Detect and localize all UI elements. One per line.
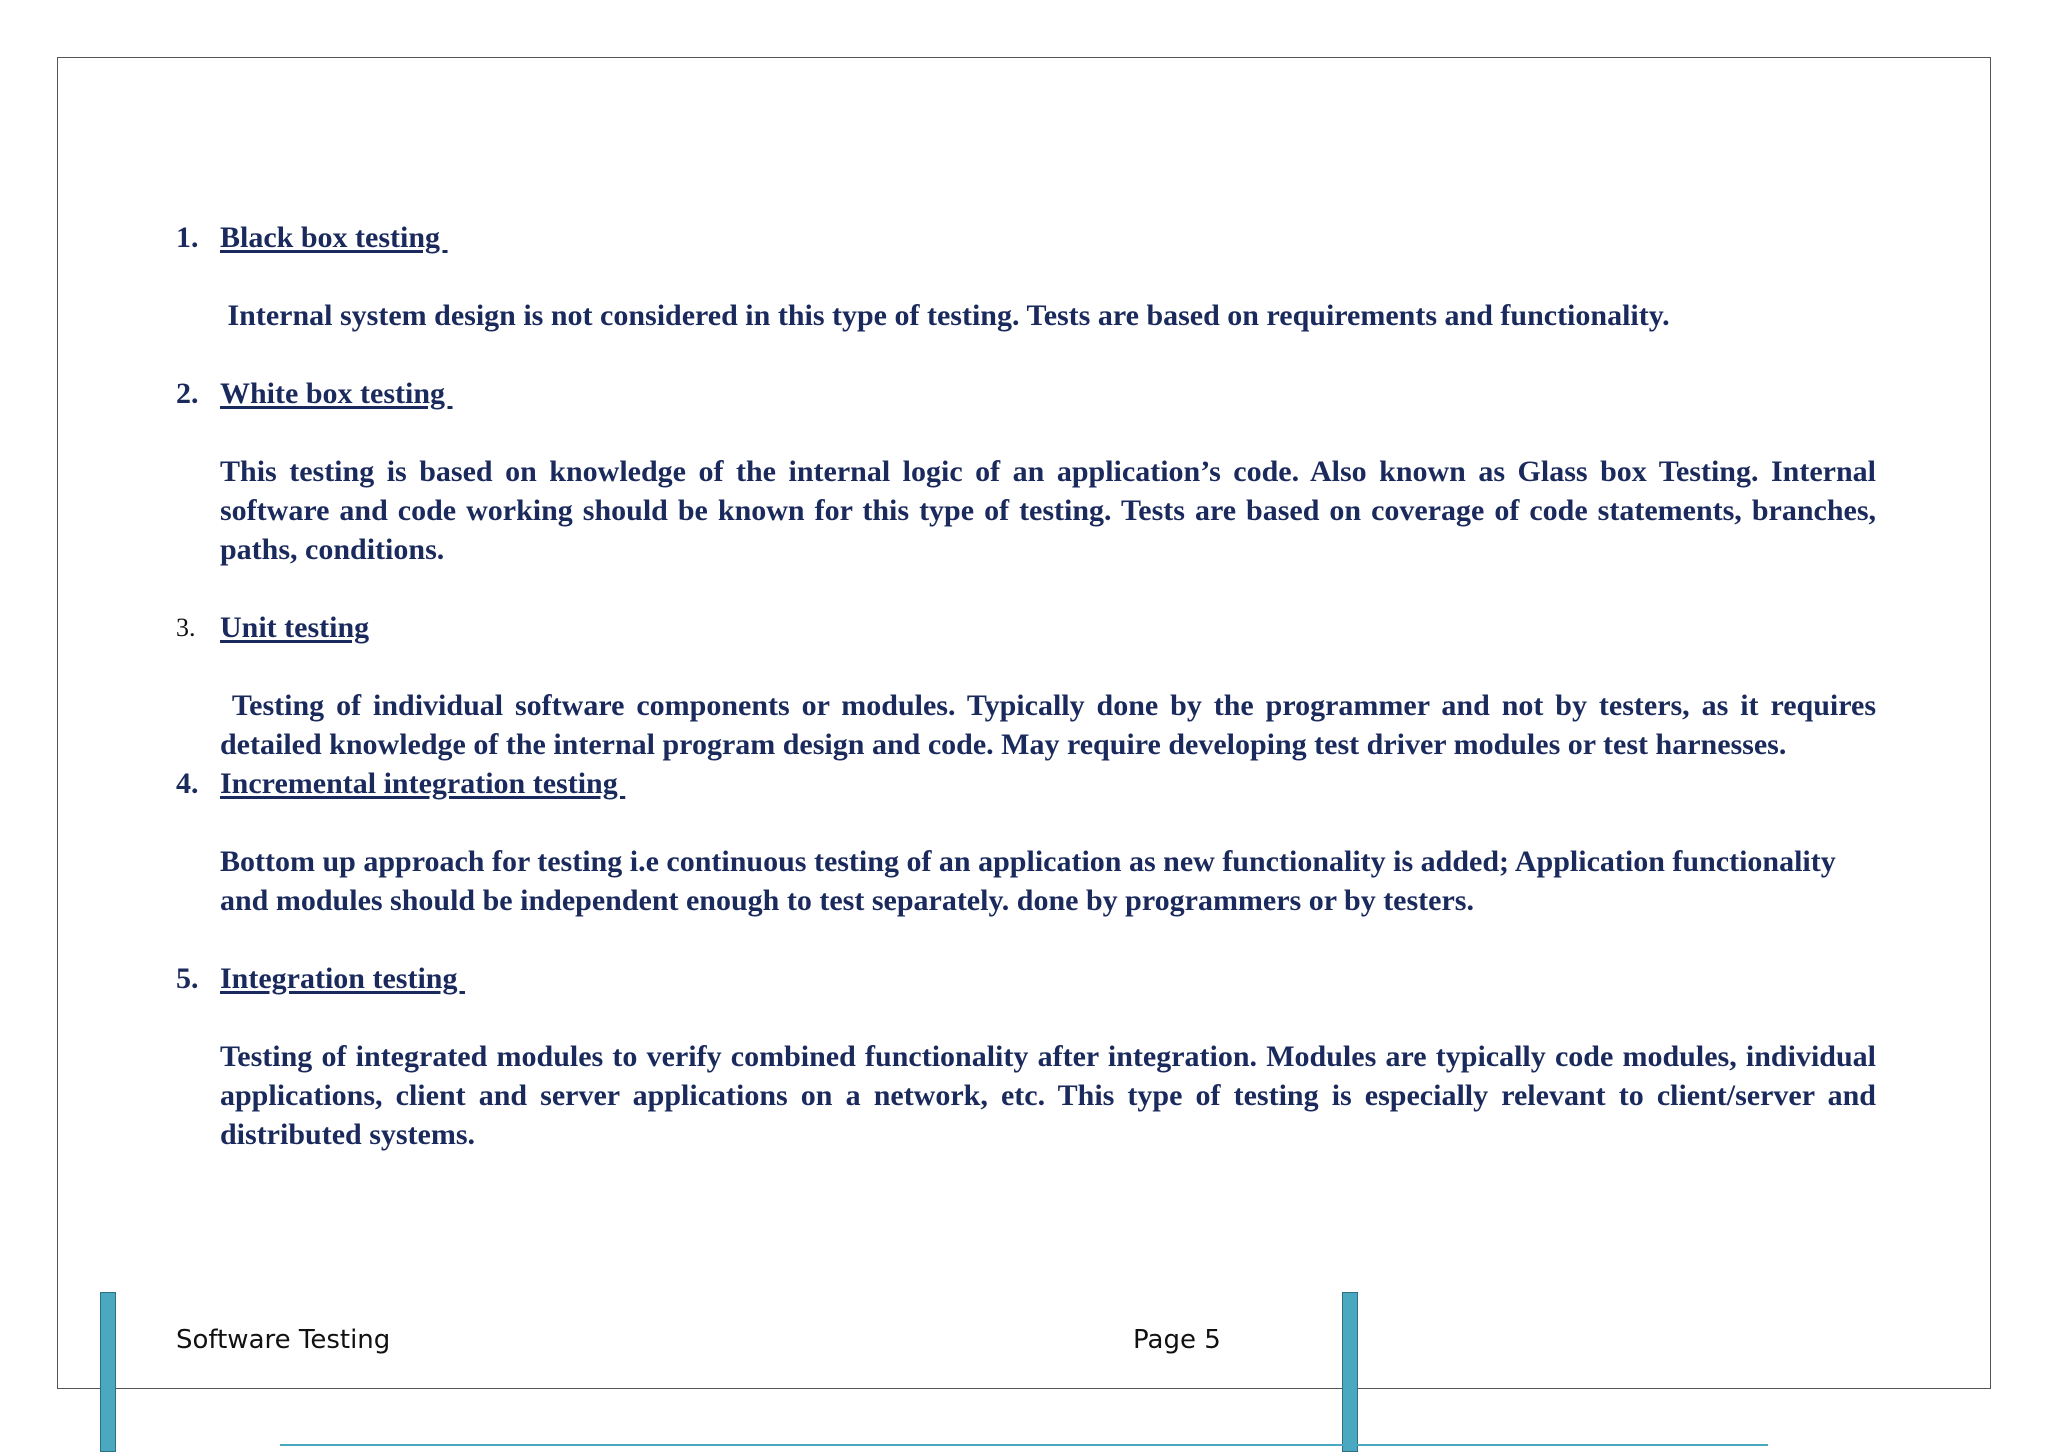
paragraph-white-box-testing: This testing is based on knowledge of the internal logic of an application’s code. Also known as Glass box Testing. Internal software and code working should be known for this type of testing. Tests are based on coverage of code statements, branches, paths, conditions.	[220, 455, 1876, 566]
list-number: 5.	[176, 962, 199, 995]
list-number: 2.	[176, 377, 199, 410]
heading-incremental-integration-testing: Incremental integration testing	[220, 767, 626, 800]
list-item-heading	[176, 374, 1876, 413]
footer-accent-bar-right	[1342, 1292, 1358, 1452]
heading-integration-testing: Integration testing	[220, 962, 465, 995]
list-item-heading	[176, 218, 1876, 257]
footer-page-number: Page 5	[1133, 1325, 1221, 1355]
footer-accent-line	[280, 1444, 1768, 1446]
heading-white-box-testing: White box testing	[220, 377, 453, 410]
heading-unit-testing: Unit testing	[220, 611, 370, 644]
heading-black-box-testing: Black box testing	[220, 221, 448, 254]
list-item-heading	[176, 959, 1876, 998]
document-body	[176, 218, 1884, 1154]
list-item-heading	[176, 764, 1876, 803]
list-number: 1.	[176, 221, 199, 254]
paragraph-unit-testing: Testing of individual software components or modules. Typically done by the programmer and not by testers, as it requires detailed knowledge of the internal program design and code. May require developing test driver modules or test harnesses.	[220, 689, 1884, 761]
paragraph-incremental-integration-testing: Bottom up approach for testing i.e continuous testing of an application as new functionality is added; Application functionality and modules should be independent enough to test separately. done by programmers or by testers.	[220, 845, 1836, 917]
list-number: 3.	[176, 613, 196, 642]
paragraph-black-box-testing: Internal system design is not considered in this type of testing. Tests are based on requirements and functionality.	[220, 299, 1670, 332]
footer-accent-bar-left	[100, 1292, 116, 1452]
list-number: 4.	[176, 767, 199, 800]
list-item-heading	[176, 608, 1876, 647]
footer-document-title: Software Testing	[176, 1325, 391, 1355]
paragraph-integration-testing: Testing of integrated modules to verify combined functionality after integration. Modules are typically code modules, individual applications, client and server applications on a network, etc. This type of testing is especially relevant to client/server and distributed systems.	[220, 1040, 1876, 1151]
